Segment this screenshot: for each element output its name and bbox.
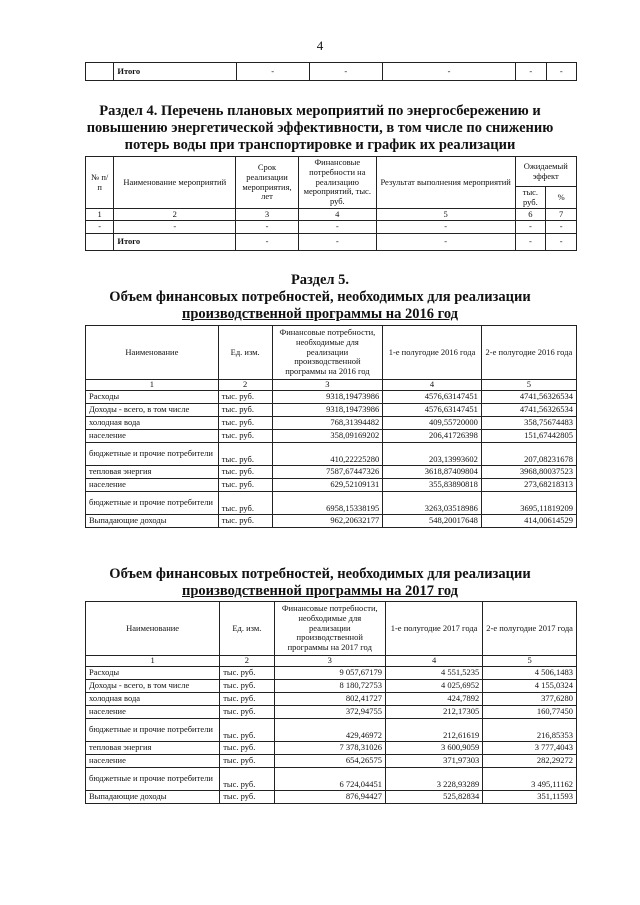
row-h1-cell: 4 551,5235: [385, 667, 482, 680]
row-h1-cell: 212,61619: [385, 719, 482, 742]
row-name-cell: бюджетные и прочие потребители: [86, 719, 220, 742]
finance-2017-row: [86, 791, 577, 804]
section4-title-line: повышению энергетической эффективности, в том числе по снижению: [86, 120, 554, 136]
row-unit-cell: тыс. руб.: [218, 466, 272, 479]
finance-2017-row: [86, 667, 577, 680]
finance-2017-row: [86, 706, 577, 719]
row-unit-cell: тыс. руб.: [220, 706, 274, 719]
section5-title-line: производственной программы на 2017 год: [181, 583, 459, 599]
row-unit-cell: тыс. руб.: [220, 742, 274, 755]
s4-dash-cell: -: [515, 221, 546, 234]
row-need-cell: 9318,19473986: [272, 391, 383, 404]
f2017-header-need: Финансовые потребности, необходимые для реализации производственной программы на 2017 год: [274, 602, 385, 656]
row-need-cell: 876,94427: [274, 791, 385, 804]
row-h2-cell: 3 777,4043: [483, 742, 577, 755]
f2016-num-cell: 1: [86, 380, 219, 391]
finance-2016-row: [86, 430, 577, 443]
f2016-numbering-row: [86, 380, 577, 391]
row-h2-cell: 3695,11819209: [481, 492, 576, 515]
s4-header-effect: Ожидаемый эффект: [515, 157, 577, 187]
s4-total-cell: -: [236, 234, 299, 251]
f2017-numbering-row: [86, 656, 577, 667]
section5-title-line: Объем финансовых потребностей, необходимых для реализации: [109, 566, 531, 582]
row-h2-cell: 414,00614529: [481, 515, 576, 528]
row-unit-cell: тыс. руб.: [218, 443, 272, 466]
row-h1-cell: 3 600,9059: [385, 742, 482, 755]
s4-num-cell: 7: [546, 209, 577, 221]
f2017-header-name: Наименование: [86, 602, 220, 656]
row-unit-cell: тыс. руб.: [218, 391, 272, 404]
f2017-header-unit: Ед. изм.: [220, 602, 274, 656]
row-unit-cell: тыс. руб.: [218, 404, 272, 417]
s4-header-term: Срок реализации мероприятия, лет: [236, 157, 299, 209]
f2016-num-cell: 4: [383, 380, 482, 391]
s4-dash-row: [86, 221, 577, 234]
s4-header-effect-pct: %: [546, 187, 577, 209]
f2016-num-cell: 2: [218, 380, 272, 391]
row-h2-cell: 216,85353: [483, 719, 577, 742]
row-h1-cell: 206,41726398: [383, 430, 482, 443]
s4-dash-cell: -: [376, 221, 515, 234]
f2017-num-cell: 2: [220, 656, 274, 667]
row-name-cell: население: [86, 706, 220, 719]
row-name-cell: бюджетные и прочие потребители: [86, 768, 220, 791]
row-need-cell: 654,26575: [274, 755, 385, 768]
finance-2016-row: [86, 391, 577, 404]
row-need-cell: 802,41727: [274, 693, 385, 706]
row-h1-cell: 548,20017648: [383, 515, 482, 528]
row-need-cell: 6 724,04451: [274, 768, 385, 791]
f2016-header-need: Финансовые потребности, необходимые для реализации производственной программы на 2016 год: [272, 326, 383, 380]
finance-2016-row: [86, 404, 577, 417]
row-name-cell: Расходы: [86, 391, 219, 404]
row-name-cell: бюджетные и прочие потребители: [86, 443, 219, 466]
row-need-cell: 768,31394482: [272, 417, 383, 430]
row-h2-cell: 207,08231678: [481, 443, 576, 466]
row-need-cell: 9 057,67179: [274, 667, 385, 680]
row-unit-cell: тыс. руб.: [218, 417, 272, 430]
row-name-cell: Доходы - всего, в том числе: [86, 680, 220, 693]
f2017-num-cell: 3: [274, 656, 385, 667]
row-h1-cell: 203,13993602: [383, 443, 482, 466]
row-unit-cell: тыс. руб.: [220, 667, 274, 680]
row-unit-cell: тыс. руб.: [220, 755, 274, 768]
top-fragment-label: Итого: [114, 63, 236, 81]
row-name-cell: Доходы - всего, в том числе: [86, 404, 219, 417]
row-unit-cell: тыс. руб.: [220, 768, 274, 791]
row-need-cell: 962,20632177: [272, 515, 383, 528]
f2016-num-cell: 3: [272, 380, 383, 391]
s4-header-effect-rub: тыс. руб.: [515, 187, 546, 209]
s4-dash-cell: -: [236, 221, 299, 234]
row-name-cell: Выпадающие доходы: [86, 515, 219, 528]
row-need-cell: 9318,19473986: [272, 404, 383, 417]
section5-title-line: Объем финансовых потребностей, необходимых для реализации: [109, 289, 531, 305]
finance-2017-row: [86, 768, 577, 791]
s4-header-name: Наименование мероприятий: [114, 157, 236, 209]
row-need-cell: 429,46972: [274, 719, 385, 742]
s4-total-row: [86, 234, 577, 251]
row-name-cell: холодная вода: [86, 417, 219, 430]
s4-header-num: № п/п: [86, 157, 114, 209]
row-h1-cell: 3618,87409804: [383, 466, 482, 479]
f2017-header-h2: 2-е полугодие 2017 года: [483, 602, 577, 656]
row-unit-cell: тыс. руб.: [220, 693, 274, 706]
f2017-num-cell: 5: [483, 656, 577, 667]
finance-2016-row: [86, 479, 577, 492]
finance-2016-row: [86, 515, 577, 528]
s4-total-cell: -: [515, 234, 546, 251]
section4-title-line: потерь воды при транспортировке и график их реализации: [124, 137, 516, 153]
row-h2-cell: 3968,80037523: [481, 466, 576, 479]
finance-2016-row: [86, 417, 577, 430]
row-name-cell: население: [86, 430, 219, 443]
s4-header-result: Результат выполнения мероприятий: [376, 157, 515, 209]
row-h2-cell: 4 155,0324: [483, 680, 577, 693]
f2016-header-unit: Ед. изм.: [218, 326, 272, 380]
row-need-cell: 358,09169202: [272, 430, 383, 443]
row-h2-cell: 282,29272: [483, 755, 577, 768]
row-h2-cell: 4741,56326534: [481, 391, 576, 404]
row-h2-cell: 358,75674483: [481, 417, 576, 430]
row-h2-cell: 4741,56326534: [481, 404, 576, 417]
finance-2016-table: [85, 325, 577, 528]
s4-num-cell: 2: [114, 209, 236, 221]
finance-2016-row: [86, 466, 577, 479]
row-h2-cell: 273,68218313: [481, 479, 576, 492]
row-h1-cell: 424,7892: [385, 693, 482, 706]
top-fragment-cell: -: [516, 63, 546, 81]
section4-title-line: Раздел 4. Перечень плановых мероприятий по энергосбережению и: [99, 103, 541, 119]
s4-dash-cell: -: [546, 221, 577, 234]
f2016-header-h2: 2-е полугодие 2016 года: [481, 326, 576, 380]
row-need-cell: 7587,67447326: [272, 466, 383, 479]
row-h1-cell: 4576,63147451: [383, 391, 482, 404]
row-need-cell: 8 180,72753: [274, 680, 385, 693]
finance-2017-table: [85, 601, 577, 804]
section4-table: [85, 156, 577, 251]
row-h1-cell: 355,83890818: [383, 479, 482, 492]
row-name-cell: население: [86, 755, 220, 768]
row-need-cell: 6958,15338195: [272, 492, 383, 515]
row-h1-cell: 371,97303: [385, 755, 482, 768]
row-h1-cell: 3263,03518986: [383, 492, 482, 515]
finance-2017-row: [86, 693, 577, 706]
row-unit-cell: тыс. руб.: [218, 430, 272, 443]
row-h2-cell: 3 495,11162: [483, 768, 577, 791]
f2016-header-h1: 1-е полугодие 2016 года: [383, 326, 482, 380]
row-name-cell: бюджетные и прочие потребители: [86, 492, 219, 515]
s4-total-num-cell: [86, 234, 114, 251]
s4-num-cell: 6: [515, 209, 546, 221]
s4-dash-cell: -: [298, 221, 376, 234]
row-need-cell: 629,52109131: [272, 479, 383, 492]
row-need-cell: 7 378,31026: [274, 742, 385, 755]
f2016-num-cell: 5: [481, 380, 576, 391]
row-unit-cell: тыс. руб.: [218, 479, 272, 492]
finance-2017-row: [86, 755, 577, 768]
finance-2017-row: [86, 719, 577, 742]
s4-num-cell: 1: [86, 209, 114, 221]
row-unit-cell: тыс. руб.: [220, 791, 274, 804]
row-h2-cell: 351,11593: [483, 791, 577, 804]
row-name-cell: Выпадающие доходы: [86, 791, 220, 804]
s4-dash-cell: -: [86, 221, 114, 234]
row-h1-cell: 525,82834: [385, 791, 482, 804]
top-fragment-table: [85, 62, 577, 81]
row-unit-cell: тыс. руб.: [218, 492, 272, 515]
s4-numbering-row: [86, 209, 577, 221]
section5-title-line: Раздел 5.: [290, 272, 350, 288]
row-h1-cell: 3 228,93289: [385, 768, 482, 791]
section5-title-line: производственной программы на 2016 год: [181, 306, 459, 322]
s4-total-label: Итого: [114, 234, 236, 251]
row-h2-cell: 151,67442805: [481, 430, 576, 443]
s4-total-cell: -: [298, 234, 376, 251]
section4-title: [0, 103, 640, 154]
finance-2017-row: [86, 680, 577, 693]
row-name-cell: тепловая энергия: [86, 466, 219, 479]
f2017-num-cell: 4: [385, 656, 482, 667]
row-h1-cell: 212,17305: [385, 706, 482, 719]
top-fragment-cell: -: [382, 63, 515, 81]
row-name-cell: холодная вода: [86, 693, 220, 706]
row-name-cell: население: [86, 479, 219, 492]
f2017-header-h1: 1-е полугодие 2017 года: [385, 602, 482, 656]
finance-2016-row: [86, 443, 577, 466]
top-fragment-num-cell: [86, 63, 114, 81]
row-name-cell: Расходы: [86, 667, 220, 680]
row-name-cell: тепловая энергия: [86, 742, 220, 755]
row-h2-cell: 160,77450: [483, 706, 577, 719]
s4-num-cell: 5: [376, 209, 515, 221]
f2017-num-cell: 1: [86, 656, 220, 667]
row-h2-cell: 377,6280: [483, 693, 577, 706]
row-unit-cell: тыс. руб.: [218, 515, 272, 528]
s4-num-cell: 4: [298, 209, 376, 221]
row-need-cell: 372,94755: [274, 706, 385, 719]
top-fragment-cell: -: [236, 63, 309, 81]
f2016-header-name: Наименование: [86, 326, 219, 380]
s4-total-cell: -: [546, 234, 577, 251]
row-h1-cell: 4576,63147451: [383, 404, 482, 417]
row-h1-cell: 4 025,6952: [385, 680, 482, 693]
top-fragment-cell: -: [309, 63, 382, 81]
s4-dash-cell: -: [114, 221, 236, 234]
top-fragment-cell: -: [546, 63, 576, 81]
s4-num-cell: 3: [236, 209, 299, 221]
row-h2-cell: 4 506,1483: [483, 667, 577, 680]
row-need-cell: 410,22225280: [272, 443, 383, 466]
row-h1-cell: 409,55720000: [383, 417, 482, 430]
row-unit-cell: тыс. руб.: [220, 719, 274, 742]
finance-2016-row: [86, 492, 577, 515]
row-unit-cell: тыс. руб.: [220, 680, 274, 693]
s4-header-finance: Финансовые потребности на реализацию мероприятий, тыс. руб.: [298, 157, 376, 209]
finance-2017-row: [86, 742, 577, 755]
section5-2017-title: [0, 566, 640, 600]
section5-2016-title: [0, 272, 640, 323]
page-number: 4: [316, 38, 324, 53]
s4-total-cell: -: [376, 234, 515, 251]
